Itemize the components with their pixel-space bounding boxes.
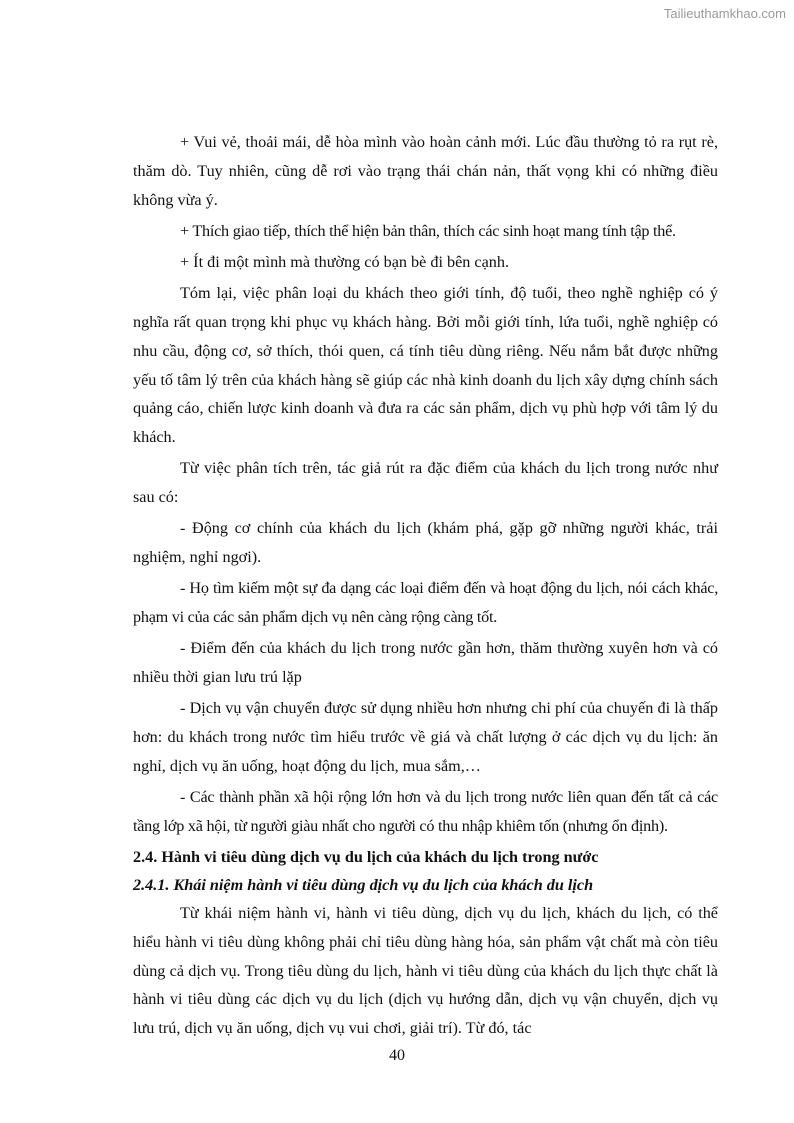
- paragraph-8: - Điểm đến của khách du lịch trong nước gần hơn, thăm thường xuyên hơn và có nhiều thời gian lưu trú lặp: [133, 639, 718, 687]
- paragraph-10: - Các thành phần xã hội rộng lớn hơn và du lịch trong nước liên quan đến tất cả các tầng lớp xã hội, từ người giàu nhất cho người có thu nhập khiêm tốn (nhưng ổn định).: [133, 788, 718, 835]
- section-heading: 2.4. Hành vi tiêu dùng dịch vụ du lịch của khách du lịch trong nước: [133, 848, 599, 867]
- document-body: [133, 128, 718, 1045]
- watermark-text: Tailieuthamkhao.com: [663, 6, 786, 21]
- paragraph-5: Từ việc phân tích trên, tác giả rút ra đặc điểm của khách du lịch trong nước như sau có:: [133, 459, 718, 507]
- paragraph-1: + Vui vẻ, thoải mái, dễ hòa mình vào hoàn cảnh mới. Lúc đầu thường tỏ ra rụt rè, thăm dò. Tuy nhiên, cũng dễ rơi vào trạng thái chán nản, thất vọng khi có những điều không vừa ý.: [133, 133, 718, 209]
- paragraph-7: - Họ tìm kiếm một sự đa dạng các loại điểm đến và hoạt động du lịch, nói cách khác, phạm vi của các sản phẩm dịch vụ nên càng rộng càng tốt.: [133, 579, 718, 627]
- paragraph-4: Tóm lại, việc phân loại du khách theo giới tính, độ tuổi, theo nghề nghiệp có ý nghĩa rất quan trọng khi phục vụ khách hàng. Bởi mỗi giới tính, lứa tuổi, nghề nghiệp có nhu cầu, động cơ, sở thích, thói quen, cá tính tiêu dùng riêng. Nếu nắm bắt được những yếu tố tâm lý trên của khách hàng sẽ giúp các nhà kinh doanh du lịch xây dựng chính sách quảng cáo, chiến lược kinh doanh và đưa ra các sản phẩm, dịch vụ phù hợp với tâm lý du khách.: [133, 284, 718, 447]
- paragraph-3: + Ít đi một mình mà thường có bạn bè đi bên cạnh.: [180, 252, 510, 271]
- paragraph-9: - Dịch vụ vận chuyển được sử dụng nhiều hơn nhưng chi phí của chuyến đi là thấp hơn: du khách trong nước tìm hiểu trước về giá và chất lượng ở các dịch vụ du lịch: ăn nghỉ, dịch vụ ăn uống, hoạt động du lịch, mua sắm,…: [133, 699, 718, 775]
- paragraph-6: - Động cơ chính của khách du lịch (khám phá, gặp gỡ những người khác, trải nghiệm, nghỉ ngơi).: [133, 519, 718, 567]
- paragraph-2: + Thích giao tiếp, thích thể hiện bản thân, thích các sinh hoạt mang tính tập thể.: [180, 221, 676, 240]
- paragraph-final: Từ khái niệm hành vi, hành vi tiêu dùng, dịch vụ du lịch, khách du lịch, có thể hiểu hành vi tiêu dùng không phải chỉ tiêu dùng hàng hóa, sản phẩm vật chất mà còn tiêu dùng cả dịch vụ. Trong tiêu dùng du lịch, hành vi tiêu dùng của khách du lịch thực chất là hành vi tiêu dùng các dịch vụ du lịch (dịch vụ hướng dẫn, dịch vụ vận chuyển, dịch vụ lưu trú, dịch vụ ăn uống, dịch vụ vui chơi, giải trí). Từ đó, tác: [133, 904, 718, 1038]
- page-number: 40: [389, 1047, 405, 1064]
- subsection-heading: 2.4.1. Khái niệm hành vi tiêu dùng dịch vụ du lịch của khách du lịch: [133, 876, 594, 895]
